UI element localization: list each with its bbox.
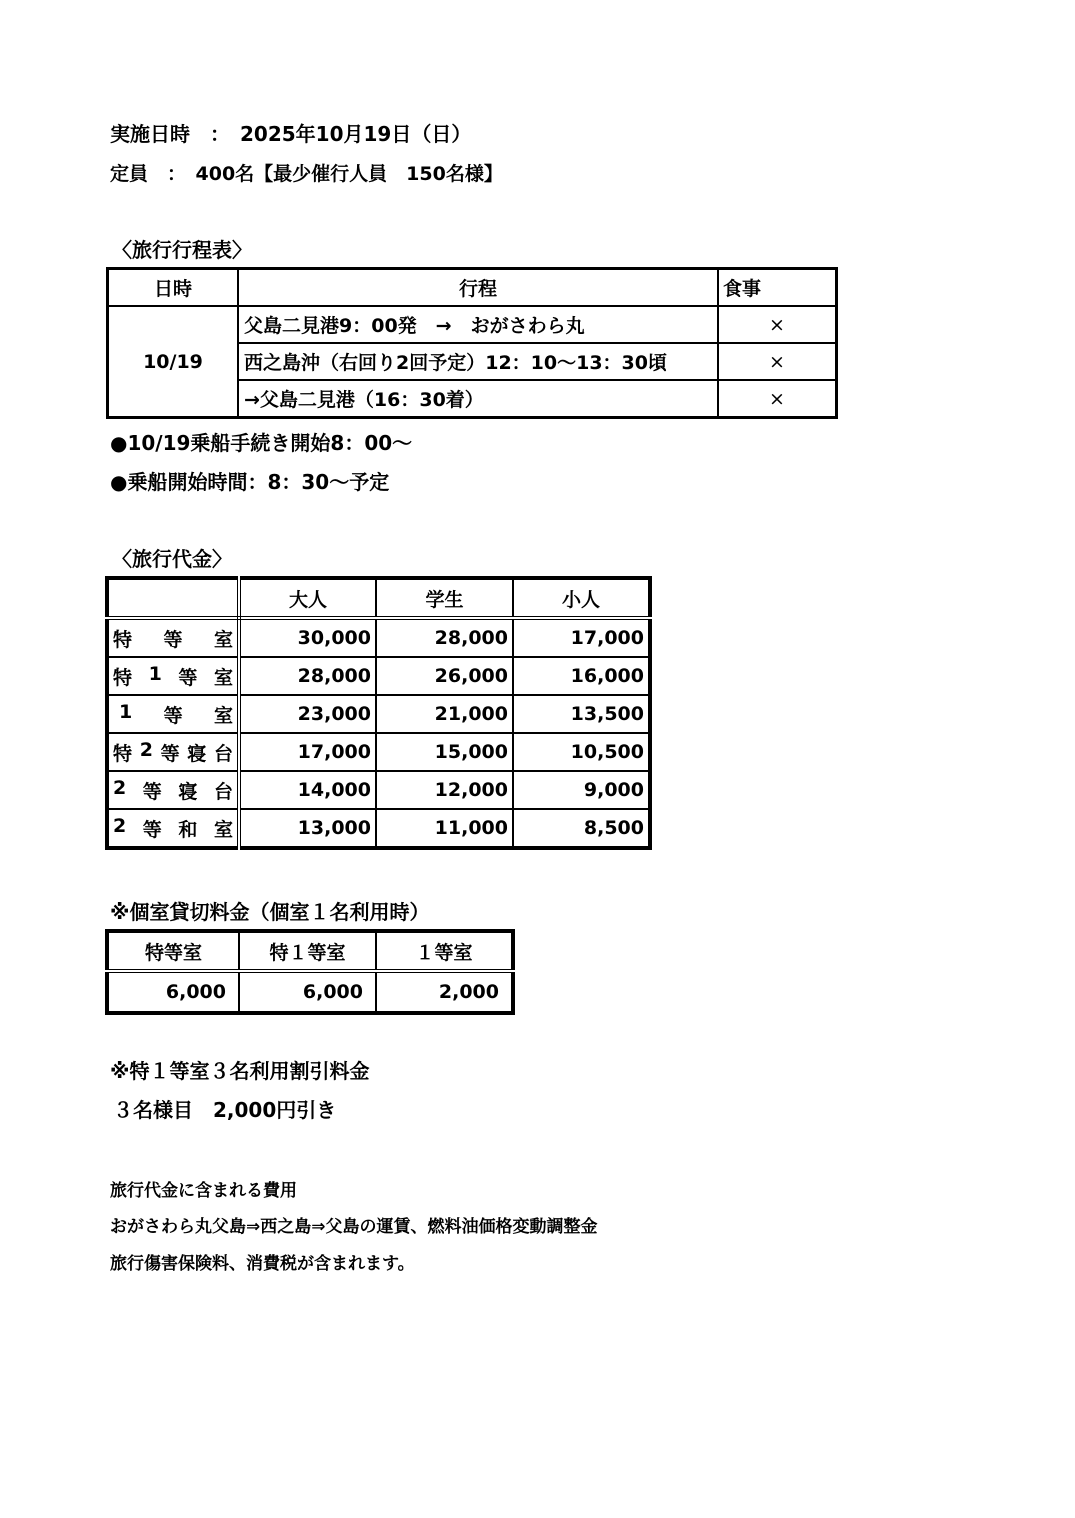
fares-title: 〈旅行代金〉 xyxy=(112,547,232,571)
fare-cell: 17,000 xyxy=(239,733,376,771)
header-meal: 食事 xyxy=(718,269,837,307)
room-class-label: 2 等 寝 台 xyxy=(107,771,239,809)
header-adult: 大人 xyxy=(239,578,376,618)
fare-cell: 11,000 xyxy=(376,809,513,848)
private-room-table xyxy=(105,929,515,1015)
itinerary-table xyxy=(106,267,838,419)
discount-text: ３名様目 2,000円引き xyxy=(113,1098,337,1122)
private-room-title: ※個室貸切料金（個室１名利用時） xyxy=(110,900,430,924)
table-row xyxy=(107,695,650,733)
room-class-label: 特 1 等 室 xyxy=(107,657,239,695)
fare-cell: 13,500 xyxy=(513,695,650,733)
header-special-first-room: 特１等室 xyxy=(239,931,376,971)
capacity: 定員 ： 400名【最少催行人員 150名様】 xyxy=(110,163,503,185)
charge-cell: 6,000 xyxy=(107,971,239,1013)
fare-cell: 15,000 xyxy=(376,733,513,771)
included-title: 旅行代金に含まれる費用 xyxy=(110,1181,297,1201)
table-row xyxy=(107,618,650,657)
fare-cell: 28,000 xyxy=(239,657,376,695)
included-line-1: おがさわら丸父島⇒西之島⇒父島の運賃、燃料油価格変動調整金 xyxy=(110,1217,598,1237)
meal-cell: × xyxy=(718,380,837,418)
header-special-room: 特等室 xyxy=(107,931,239,971)
header-route: 行程 xyxy=(238,269,718,307)
fare-cell: 16,000 xyxy=(513,657,650,695)
charge-cell: 2,000 xyxy=(376,971,513,1013)
table-row xyxy=(107,733,650,771)
table-row xyxy=(108,306,837,343)
fare-cell: 17,000 xyxy=(513,618,650,657)
note-boarding: ●乗船開始時間：8：30～予定 xyxy=(110,470,390,494)
fare-cell: 10,500 xyxy=(513,733,650,771)
room-class-label: 1 等 室 xyxy=(107,695,239,733)
meal-cell: × xyxy=(718,343,837,380)
fare-cell: 30,000 xyxy=(239,618,376,657)
itinerary-title: 〈旅行行程表〉 xyxy=(112,238,252,262)
itinerary-date: 10/19 xyxy=(108,306,239,418)
route-cell: →父島二見港（16：30着） xyxy=(238,380,718,418)
header-date: 日時 xyxy=(108,269,239,307)
fare-cell: 23,000 xyxy=(239,695,376,733)
room-class-label: 2 等 和 室 xyxy=(107,809,239,848)
table-row xyxy=(107,657,650,695)
route-cell: 西之島沖（右回り2回予定）12：10～13：30頃 xyxy=(238,343,718,380)
note-checkin: ●10/19乗船手続き開始8：00～ xyxy=(110,431,413,455)
charge-cell: 6,000 xyxy=(239,971,376,1013)
fare-cell: 26,000 xyxy=(376,657,513,695)
fare-cell: 21,000 xyxy=(376,695,513,733)
route-cell: 父島二見港9：00発 → おがさわら丸 xyxy=(238,306,718,343)
table-row xyxy=(107,971,513,1013)
fare-cell: 14,000 xyxy=(239,771,376,809)
header-child: 小人 xyxy=(513,578,650,618)
table-row xyxy=(107,771,650,809)
discount-title: ※特１等室３名利用割引料金 xyxy=(110,1059,370,1083)
fare-cell: 28,000 xyxy=(376,618,513,657)
header-student: 学生 xyxy=(376,578,513,618)
event-date: 実施日時 ： 2025年10月19日（日） xyxy=(110,122,472,146)
fare-cell: 12,000 xyxy=(376,771,513,809)
meal-cell: × xyxy=(718,306,837,343)
room-class-label: 特 2 等 寝 台 xyxy=(107,733,239,771)
fare-cell: 13,000 xyxy=(239,809,376,848)
header-first-room: １等室 xyxy=(376,931,513,971)
included-line-2: 旅行傷害保険料、消費税が含まれます。 xyxy=(110,1254,415,1274)
fare-cell: 9,000 xyxy=(513,771,650,809)
fares-table xyxy=(105,576,652,850)
room-class-label: 特 等 室 xyxy=(107,618,239,657)
fare-cell: 8,500 xyxy=(513,809,650,848)
table-row xyxy=(107,809,650,848)
header-blank xyxy=(107,578,239,618)
